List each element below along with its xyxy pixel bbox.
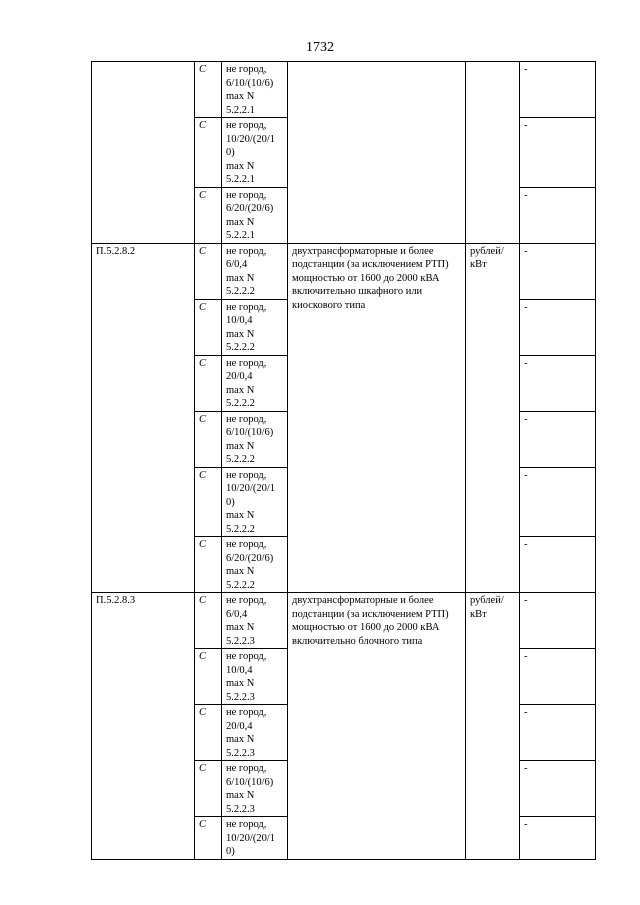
condition-cell	[222, 62, 288, 118]
condition-line: не город,	[226, 595, 267, 606]
item-code	[92, 62, 195, 244]
page-number: 1732	[306, 40, 334, 55]
rate-symbol: C	[195, 705, 222, 761]
condition-line: не город,	[226, 707, 267, 718]
condition-line: max N	[226, 678, 255, 689]
item-unit: рублей/ кВт	[466, 243, 520, 593]
item-code: П.5.2.8.2	[92, 243, 195, 593]
item-description: двухтрансформаторные и более подстанции (за исключением РТП) мощностью от 1600 до 2000 кВА включительно шкафного или киоскового типа	[288, 243, 466, 593]
rate-value: -	[520, 705, 596, 761]
condition-line: 5.2.2.3	[226, 635, 255, 647]
condition-line: не город,	[226, 64, 267, 75]
condition-cell	[222, 243, 288, 299]
condition-cell	[222, 761, 288, 817]
condition-cell	[222, 299, 288, 355]
rate-value: -	[520, 118, 596, 188]
condition-line: 5.2.2.3	[226, 747, 255, 759]
rate-value: -	[520, 537, 596, 593]
condition-line: max N	[226, 91, 255, 102]
condition-line: не город,	[226, 413, 267, 425]
condition-line: 10/20/(20/1	[226, 483, 275, 494]
item-code: П.5.2.8.3	[92, 593, 195, 860]
rate-symbol: C	[195, 411, 222, 467]
condition-line: 6/20/(20/6)	[226, 552, 274, 564]
condition-line: 0)	[226, 147, 235, 158]
condition-line: 10/0,4	[226, 664, 253, 676]
condition-line: max N	[226, 160, 255, 172]
condition-line: не город,	[226, 245, 267, 257]
condition-line: 5.2.2.2	[226, 454, 255, 465]
condition-line: 5.2.2.2	[226, 523, 255, 535]
condition-line: max N	[226, 790, 255, 801]
condition-cell	[222, 355, 288, 411]
item-unit: рублей/ кВт	[466, 593, 520, 860]
condition-line: max N	[226, 440, 255, 452]
condition-line: не город,	[226, 120, 267, 131]
condition-line: max N	[226, 510, 255, 521]
condition-line: 5.2.2.3	[226, 691, 255, 703]
table-row	[92, 243, 596, 299]
table-row	[92, 62, 596, 118]
condition-line: 6/10/(10/6)	[226, 776, 274, 788]
table-row	[92, 593, 596, 649]
condition-line: 5.2.2.1	[226, 174, 255, 185]
condition-line: 6/0,4	[226, 608, 248, 620]
condition-line: 6/10/(10/6)	[226, 77, 274, 89]
rate-value: -	[520, 411, 596, 467]
rate-symbol: C	[195, 761, 222, 817]
condition-cell	[222, 817, 288, 860]
condition-line: не город,	[226, 819, 267, 830]
condition-line: max N	[226, 734, 255, 745]
condition-line: 5.2.2.2	[226, 286, 255, 297]
condition-line: не город,	[226, 763, 267, 774]
condition-line: 10/20/(20/1	[226, 832, 275, 844]
condition-line: 6/0,4	[226, 259, 248, 270]
rate-symbol: C	[195, 537, 222, 593]
condition-cell	[222, 411, 288, 467]
condition-line: max N	[226, 328, 255, 340]
condition-line: 5.2.2.1	[226, 230, 255, 241]
condition-line: 5.2.2.3	[226, 803, 255, 815]
condition-line: не город,	[226, 469, 267, 481]
condition-line: max N	[226, 384, 255, 396]
condition-line: 6/10/(10/6)	[226, 427, 274, 438]
condition-line: max N	[226, 566, 255, 577]
condition-line: max N	[226, 272, 255, 284]
condition-cell	[222, 593, 288, 649]
condition-line: 5.2.2.2	[226, 342, 255, 353]
rate-symbol: C	[195, 467, 222, 537]
rate-symbol: C	[195, 593, 222, 649]
rate-symbol: C	[195, 355, 222, 411]
rate-symbol: C	[195, 187, 222, 243]
item-description	[288, 62, 466, 244]
condition-line: не город,	[226, 651, 267, 662]
condition-line: max N	[226, 216, 255, 228]
rate-value: -	[520, 355, 596, 411]
rate-symbol: C	[195, 118, 222, 188]
rate-value: -	[520, 593, 596, 649]
condition-cell	[222, 705, 288, 761]
condition-line: не город,	[226, 189, 267, 201]
condition-cell	[222, 187, 288, 243]
condition-line: 0)	[226, 496, 235, 508]
tariff-table	[91, 61, 596, 860]
condition-line: 10/0,4	[226, 315, 253, 326]
condition-cell	[222, 537, 288, 593]
rate-value: -	[520, 649, 596, 705]
condition-line: 20/0,4	[226, 720, 253, 732]
condition-line: не город,	[226, 539, 267, 550]
item-unit	[466, 62, 520, 244]
condition-cell	[222, 118, 288, 188]
tariff-table-body	[92, 62, 596, 860]
rate-value: -	[520, 299, 596, 355]
rate-symbol: C	[195, 62, 222, 118]
rate-value: -	[520, 817, 596, 860]
condition-line: 10/20/(20/1	[226, 133, 275, 145]
condition-line: не город,	[226, 301, 267, 313]
condition-line: max N	[226, 622, 255, 633]
rate-symbol: C	[195, 649, 222, 705]
item-description: двухтрансформаторные и более подстанции (за исключением РТП) мощностью от 1600 до 2000 кВА включительно блочного типа	[288, 593, 466, 860]
rate-value: -	[520, 62, 596, 118]
condition-line: не город,	[226, 357, 267, 369]
rate-value: -	[520, 761, 596, 817]
condition-line: 0)	[226, 846, 235, 857]
rate-value: -	[520, 243, 596, 299]
condition-line: 6/20/(20/6)	[226, 203, 274, 214]
condition-line: 5.2.2.2	[226, 398, 255, 409]
condition-cell	[222, 649, 288, 705]
rate-symbol: C	[195, 243, 222, 299]
rate-symbol: C	[195, 817, 222, 860]
condition-line: 5.2.2.2	[226, 579, 255, 591]
condition-line: 20/0,4	[226, 371, 253, 382]
condition-line: 5.2.2.1	[226, 104, 255, 116]
rate-value: -	[520, 187, 596, 243]
rate-value: -	[520, 467, 596, 537]
condition-cell	[222, 467, 288, 537]
rate-symbol: C	[195, 299, 222, 355]
